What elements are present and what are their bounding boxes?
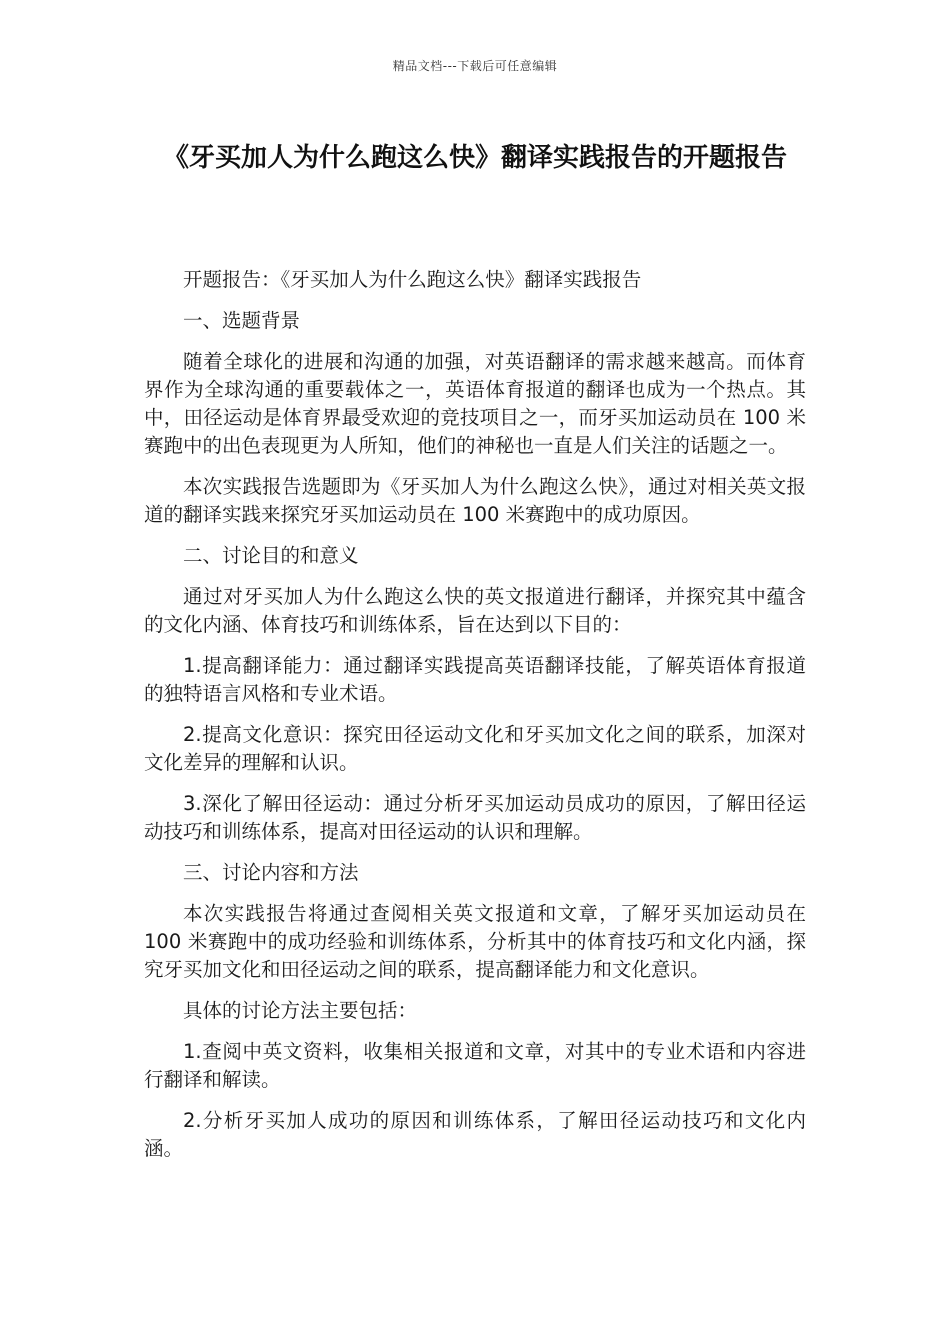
- section-heading-purpose: 二、讨论目的和意义: [183, 544, 359, 567]
- list-item-method-1: 1.查阅中英文资料，收集相关报道和文章，对其中的专业术语和内容进行翻译和解读。: [144, 1040, 806, 1091]
- section-heading-content-method: 三、讨论内容和方法: [183, 861, 359, 884]
- list-item-purpose-2: 2.提高文化意识：探究田径运动文化和牙买加文化之间的联系，加深对文化差异的理解和认识。: [144, 723, 806, 774]
- list-item-method-2: 2.分析牙买加人成功的原因和训练体系，了解田径运动技巧和文化内涵。: [144, 1109, 806, 1160]
- header-note: 精品文档---下载后可任意编辑: [392, 59, 558, 73]
- document-body: [144, 266, 806, 1176]
- paragraph-report-label: 开题报告：《牙买加人为什么跑这么快》翻译实践报告: [183, 268, 642, 291]
- section-heading-background: 一、选题背景: [183, 309, 301, 332]
- paragraph-method-intro: 具体的讨论方法主要包括：: [183, 999, 418, 1022]
- paragraph-topic: 本次实践报告选题即为《牙买加人为什么跑这么快》，通过对相关英文报道的翻译实践来探究牙买加运动员在 100 米赛跑中的成功原因。: [144, 475, 806, 526]
- list-item-purpose-1: 1.提高翻译能力：通过翻译实践提高英语翻译技能，了解英语体育报道的独特语言风格和专业术语。: [144, 654, 806, 705]
- list-item-purpose-3: 3.深化了解田径运动：通过分析牙买加运动员成功的原因，了解田径运动技巧和训练体系，提高对田径运动的认识和理解。: [144, 792, 806, 843]
- paragraph-content: 本次实践报告将通过查阅相关英文报道和文章，了解牙买加运动员在 100 米赛跑中的成功经验和训练体系，分析其中的体育技巧和文化内涵，探究牙买加文化和田径运动之间的联系，提高翻译能力和文化意识。: [144, 902, 806, 981]
- paragraph-purpose-intro: 通过对牙买加人为什么跑这么快的英文报道进行翻译，并探究其中蕴含的文化内涵、体育技巧和训练体系，旨在达到以下目的：: [144, 585, 806, 636]
- document-title: 《牙买加人为什么跑这么快》翻译实践报告的开题报告: [162, 143, 787, 173]
- paragraph-background: 随着全球化的进展和沟通的加强，对英语翻译的需求越来越高。而体育界作为全球沟通的重要载体之一，英语体育报道的翻译也成为一个热点。其中，田径运动是体育界最受欢迎的竞技项目之一，而牙买加运动员在 100 米赛跑中的出色表现更为人所知，他们的神秘也一直是人们关注的话题之一。: [144, 350, 806, 457]
